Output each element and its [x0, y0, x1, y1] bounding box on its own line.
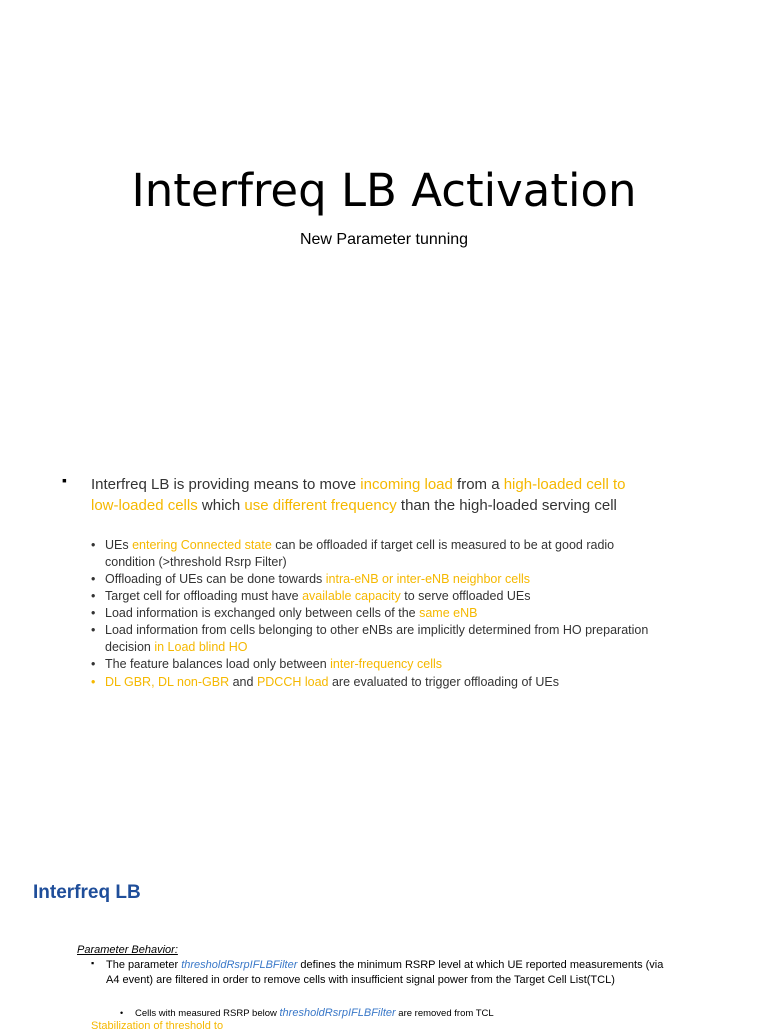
param-sub-description: Cells with measured RSRP below thresholdRsrpIFLBFilter are removed from TCL [135, 1007, 494, 1019]
list-item: • Offloading of UEs can be done towards intra-eNB or inter-eNB neighbor cells [91, 572, 531, 586]
bullet-icon: • [91, 589, 96, 603]
bullet-icon: • [91, 623, 96, 637]
truncated-text: Stabilization of threshold to [91, 1020, 224, 1032]
list-item: • DL GBR, DL non-GBR and PDCCH load are evaluated to trigger offloading of UEs [91, 675, 559, 689]
bullet-icon: • [91, 538, 96, 552]
param-description: The parameter thresholdRsrpIFLBFilter defines the minimum RSRP level at which UE reported measurements (via A4 event) are filtered in order to remove cells with insufficient signal power from the Target Cell List(TCL) [106, 959, 664, 986]
list-item: • UEs entering Connected state can be offloaded if target cell is measured to be at good radio condition (>threshold Rsrp Filter) [91, 538, 615, 569]
main-bullet-icon: ▪ [62, 472, 67, 488]
slide-subtitle: New Parameter tunning [299, 231, 469, 248]
feature-bullet-list [91, 537, 651, 691]
bullet-icon: • [91, 657, 96, 671]
bullet-icon: • [91, 675, 96, 689]
param-bullet-icon: ▪ [91, 958, 95, 968]
section-title: Interfreq LB [33, 882, 141, 903]
slide-title: Interfreq LB Activation [131, 164, 637, 217]
sub-bullet-icon: • [120, 1008, 124, 1018]
bullet-icon: • [91, 572, 96, 586]
list-item: • Target cell for offloading must have available capacity to serve offloaded UEs [91, 589, 531, 603]
list-item: • The feature balances load only between inter-frequency cells [91, 657, 443, 671]
parameter-behavior-label: Parameter Behavior: [77, 944, 178, 956]
list-item: • Load information is exchanged only between cells of the same eNB [91, 606, 478, 620]
main-bullet-text: Interfreq LB is providing means to move incoming load from a high-loaded cell to low-loaded cells which use different frequency than the high-loaded serving cell [91, 476, 626, 514]
list-item: • Load information from cells belonging to other eNBs are implicitly determined from HO preparation decision in Load blind HO [91, 623, 649, 654]
bullet-icon: • [91, 606, 96, 620]
